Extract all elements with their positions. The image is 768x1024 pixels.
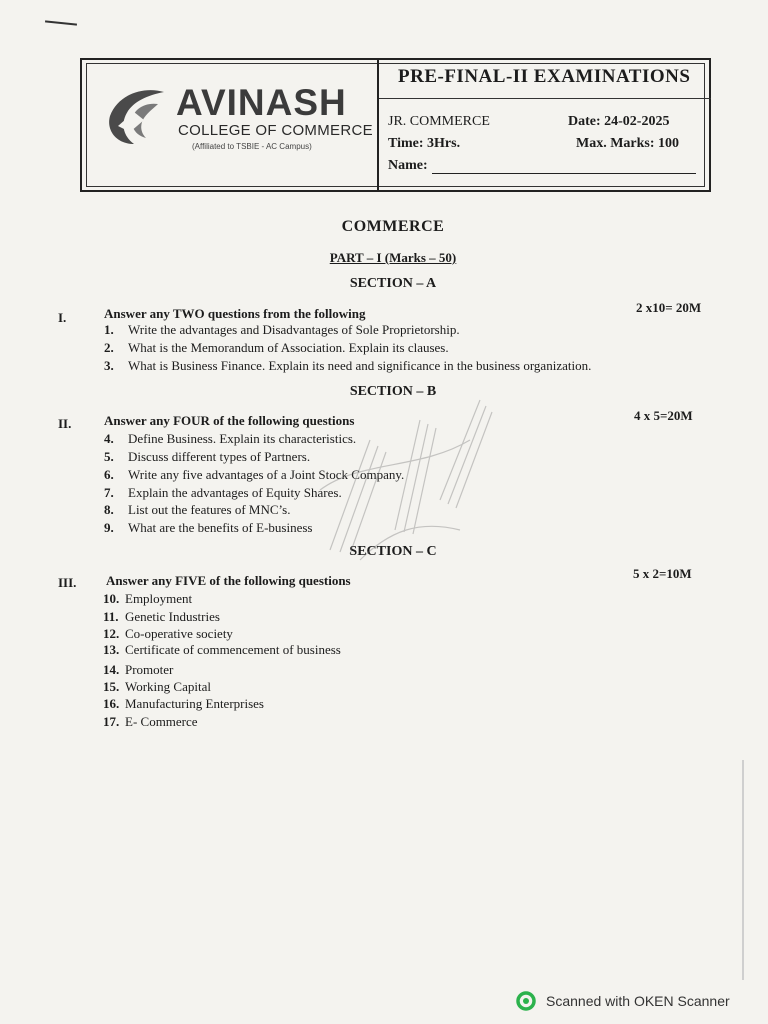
question-16: 16. Manufacturing Enterprises — [103, 696, 264, 711]
college-logo-swoosh-icon — [104, 86, 168, 148]
section-b-heading: SECTION – B — [349, 384, 437, 399]
section-c-marks: 5 x 2=10M — [633, 566, 692, 581]
question-14: 14. Promoter — [103, 662, 174, 677]
part-title: PART – I (Marks – 50) — [329, 250, 457, 265]
section-b-roman: II. — [58, 416, 72, 431]
question-2: 2. What is the Memorandum of Association. Explain its clauses. — [104, 340, 449, 355]
college-affiliation: (Affiliated to TSBIE - AC Campus) — [192, 142, 312, 151]
question-12: 12. Co-operative society — [103, 626, 233, 641]
exam-title: PRE-FINAL-II EXAMINATIONS — [398, 66, 691, 87]
section-a-heading: SECTION – A — [349, 276, 437, 291]
section-b-instruction: Answer any FOUR of the following questions — [104, 413, 355, 428]
section-c-roman: III. — [58, 575, 77, 590]
question-13: 13. Certificate of commencement of business — [103, 642, 341, 657]
section-a-roman: I. — [58, 310, 67, 325]
section-c-instruction: Answer any FIVE of the following questions — [106, 573, 351, 588]
section-c-heading: SECTION – C — [349, 544, 437, 559]
header-title-rule — [379, 98, 711, 99]
scanner-footer-text: Scanned with OKEN Scanner — [546, 993, 730, 1009]
seal-watermark-icon — [300, 380, 500, 570]
scan-edge-shadow — [742, 760, 744, 980]
college-logo-subtitle: COLLEGE OF COMMERCE — [178, 122, 373, 139]
question-11: 11. Genetic Industries — [103, 609, 220, 624]
section-a-marks: 2 x10= 20M — [636, 300, 702, 315]
class-label: JR. COMMERCE — [388, 114, 490, 129]
question-6: 6. Write any five advantages of a Joint Stock Company. — [104, 467, 405, 482]
max-marks: Max. Marks: 100 — [576, 136, 680, 151]
question-9: 9. What are the benefits of E-business — [104, 520, 313, 535]
question-10: 10. Employment — [103, 591, 193, 606]
question-15: 15. Working Capital — [103, 679, 211, 694]
subject-title: COMMERCE — [341, 218, 445, 235]
scanner-logo-icon — [516, 991, 536, 1011]
question-7: 7. Explain the advantages of Equity Shares. — [104, 485, 342, 500]
question-1: 1. Write the advantages and Disadvantages of Sole Proprietorship. — [104, 322, 460, 337]
name-blank-line — [432, 173, 696, 174]
question-4: 4. Define Business. Explain its characteristics. — [104, 431, 357, 446]
section-b-marks: 4 x 5=20M — [634, 408, 693, 423]
name-label: Name: — [388, 158, 428, 173]
section-a-instruction: Answer any TWO questions from the following — [104, 306, 366, 321]
exam-date: Date: 24-02-2025 — [568, 114, 670, 129]
question-17: 17. E- Commerce — [103, 714, 198, 729]
pen-stray-mark — [45, 20, 77, 25]
question-8: 8. List out the features of MNC’s. — [104, 502, 291, 517]
question-5: 5. Discuss different types of Partners. — [104, 449, 311, 464]
header-divider — [377, 58, 379, 192]
college-logo-name: AVINASH — [176, 82, 347, 123]
scanner-footer — [516, 990, 730, 1012]
question-3: 3. What is Business Finance. Explain its need and significance in the business organization. — [104, 358, 592, 373]
exam-duration: Time: 3Hrs. — [388, 136, 461, 151]
